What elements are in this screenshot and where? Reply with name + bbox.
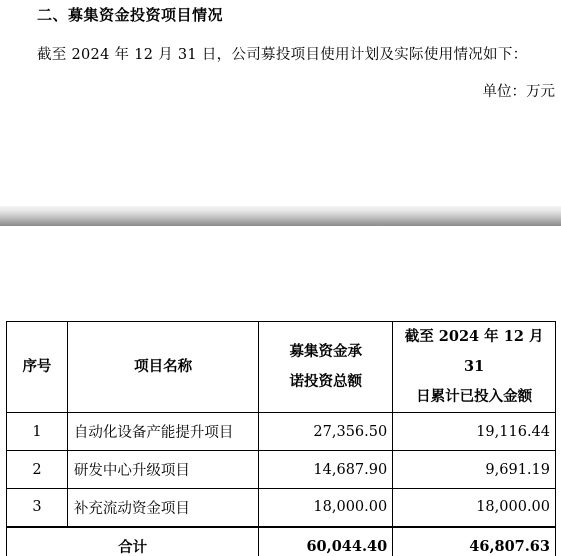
total-committed-amount: 60,044.40 — [259, 527, 393, 556]
header-committed-amount — [259, 322, 393, 413]
unit-label: 单位：万元 — [482, 84, 555, 100]
row-index: 3 — [7, 489, 68, 527]
intro-paragraph: 截至 2024 年 12 月 31 日，公司募投项目使用计划及实际使用情况如下： — [37, 47, 528, 63]
table-row — [7, 413, 556, 451]
table-row — [7, 489, 556, 527]
row-project-name: 补充流动资金项目 — [67, 489, 258, 527]
row-actual-amount: 9,691.19 — [393, 451, 556, 489]
row-index: 2 — [7, 451, 68, 489]
header-index: 序号 — [7, 322, 68, 413]
row-actual-amount: 18,000.00 — [393, 489, 556, 527]
row-project-name: 自动化设备产能提升项目 — [67, 413, 258, 451]
header-actual-line-2: 日累计已投入金额 — [416, 388, 533, 405]
table-row — [7, 451, 556, 489]
row-index: 1 — [7, 413, 68, 451]
page-break-divider — [0, 206, 561, 226]
row-committed-amount: 14,687.90 — [259, 451, 393, 489]
row-project-name: 研发中心升级项目 — [67, 451, 258, 489]
header-committed-line-1: 募集资金承 — [289, 343, 363, 360]
row-actual-amount: 19,116.44 — [393, 413, 556, 451]
total-label: 合计 — [7, 527, 259, 556]
table-header-row — [7, 322, 556, 413]
row-committed-amount: 18,000.00 — [259, 489, 393, 527]
header-committed-line-2: 诺投资总额 — [289, 373, 363, 390]
row-committed-amount: 27,356.50 — [259, 413, 393, 451]
header-actual-line-1: 截至 2024 年 12 月 31 — [404, 328, 544, 375]
header-project-name: 项目名称 — [67, 322, 258, 413]
header-actual-amount — [393, 322, 556, 413]
table-total-row — [7, 527, 556, 556]
fund-investment-table — [6, 321, 556, 556]
section-title: 二、募集资金投资项目情况 — [37, 6, 224, 24]
total-actual-amount: 46,807.63 — [393, 527, 556, 556]
